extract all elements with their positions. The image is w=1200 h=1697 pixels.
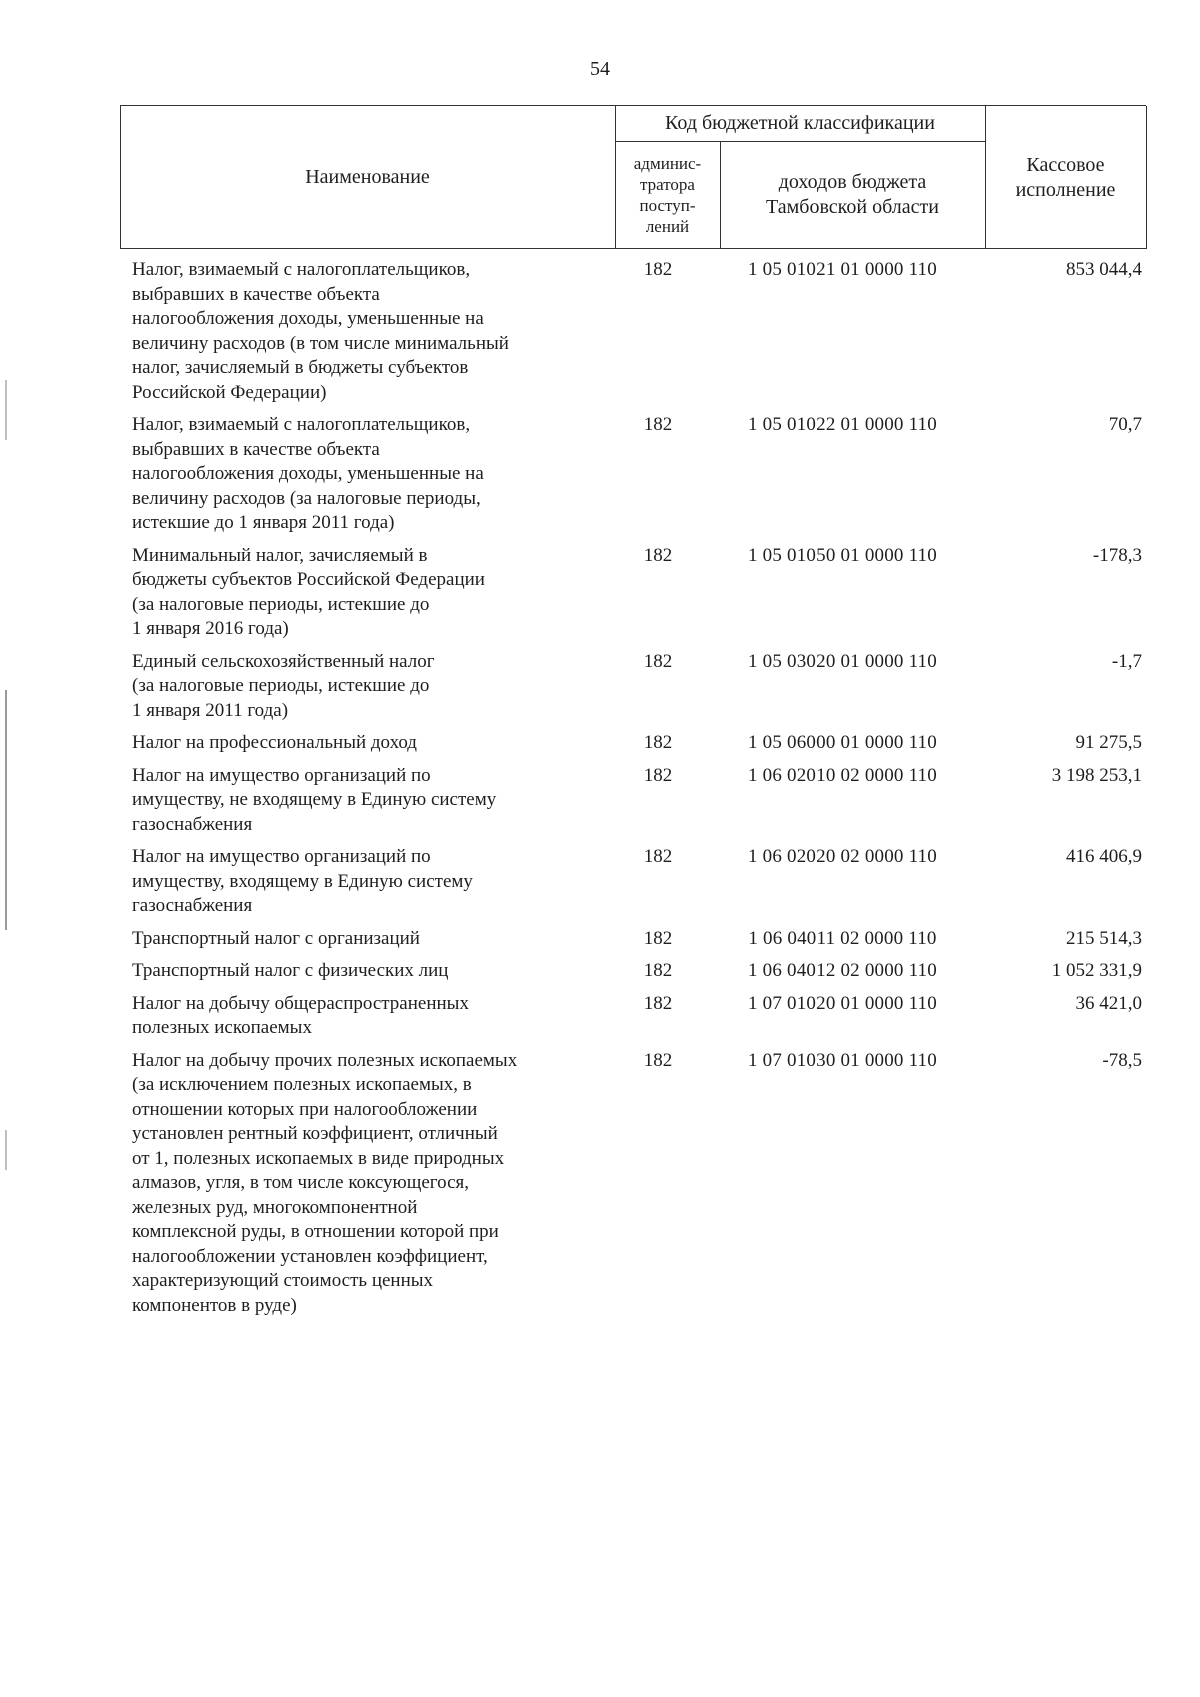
row-amount: 416 406,9 <box>1066 846 1142 867</box>
row-administrator-code: 182 <box>643 960 673 981</box>
scan-artifact <box>5 690 7 930</box>
row-name: Налог на добычу прочих полезных ископаемых (за исключением полезных ископаемых, в отношении которых при налогообложении установлен рентный коэффициент, отличный от 1, полезных ископаемых в виде природных алмазов, угля, в том числе коксующегося, железных руд, многокомпонентной комплексной руды, в отношении которой при налогообложении установлен коэффициент, характеризующий стоимость ценных компонентов в руде) <box>132 1049 518 1316</box>
row-amount: -78,5 <box>1102 1049 1142 1071</box>
table-row <box>132 764 1142 838</box>
row-amount: 853 044,4 <box>1066 259 1142 280</box>
table-row <box>132 258 1142 405</box>
table-header <box>120 105 1146 249</box>
row-name: Минимальный налог, зачисляемый в бюджеты субъектов Российской Федерации (за налоговые периоды, истекшие до 1 января 2016 года) <box>132 544 485 639</box>
row-name: Налог на добычу общераспространенных полезных ископаемых <box>132 992 469 1038</box>
table-row <box>132 992 1142 1041</box>
table-row <box>132 1049 1142 1319</box>
row-classification-code: 1 06 04012 02 0000 110 <box>748 960 937 981</box>
border <box>1146 106 1147 249</box>
row-amount: 1 052 331,9 <box>1051 960 1142 981</box>
table-row <box>132 544 1142 642</box>
row-classification-code: 1 05 01022 01 0000 110 <box>748 414 937 435</box>
row-administrator-code: 182 <box>643 764 673 786</box>
row-administrator-code: 182 <box>643 650 673 672</box>
row-name: Единый сельскохозяйственный налог (за налоговые периоды, истекшие до 1 января 2011 года) <box>132 650 435 721</box>
row-classification-code: 1 07 01020 01 0000 110 <box>748 992 937 1014</box>
header-code-group: Код бюджетной классификации <box>665 112 935 134</box>
row-classification-code: 1 06 04011 02 0000 110 <box>748 927 937 949</box>
row-amount: 36 421,0 <box>1075 992 1142 1014</box>
header-name: Наименование <box>305 166 430 188</box>
row-administrator-code: 182 <box>643 544 673 566</box>
row-name: Налог, взимаемый с налогоплательщиков, выбравших в качестве объекта налогообложения доходы, уменьшенные на величину расходов (в том числе минимальный налог, зачисляемый в бюджеты субъектов Российской Федерации) <box>132 259 509 403</box>
row-name: Налог на имущество организаций по имуществу, входящему в Единую систему газоснабжения <box>132 846 473 916</box>
table-row <box>132 959 1142 984</box>
row-administrator-code: 182 <box>643 992 673 1014</box>
table-row <box>132 845 1142 919</box>
row-administrator-code: 182 <box>643 414 673 435</box>
row-amount: 215 514,3 <box>1066 927 1142 949</box>
row-administrator-code: 182 <box>643 927 673 949</box>
row-classification-code: 1 05 06000 01 0000 110 <box>748 732 937 753</box>
table-row <box>132 731 1142 756</box>
row-classification-code: 1 05 03020 01 0000 110 <box>748 650 937 672</box>
page-number: 54 <box>590 58 610 80</box>
scan-artifact <box>5 1130 7 1170</box>
row-classification-code: 1 05 01050 01 0000 110 <box>748 544 937 566</box>
row-classification-code: 1 05 01021 01 0000 110 <box>748 259 937 280</box>
row-name: Налог на профессиональный доход <box>132 732 417 753</box>
header-administrator: админис- тратора поступ- лений <box>633 153 702 237</box>
row-administrator-code: 182 <box>643 259 673 280</box>
table-body <box>132 258 1142 1326</box>
header-execution: Кассовое исполнение <box>1015 153 1116 201</box>
row-classification-code: 1 07 01030 01 0000 110 <box>748 1049 937 1071</box>
row-name: Налог, взимаемый с налогоплательщиков, выбравших в качестве объекта налогообложения доходы, уменьшенные на величину расходов (за налоговые периоды, истекшие до 1 января 2011 года) <box>132 414 484 533</box>
row-administrator-code: 182 <box>643 1049 673 1071</box>
row-administrator-code: 182 <box>643 732 673 753</box>
row-classification-code: 1 06 02020 02 0000 110 <box>748 846 937 867</box>
table-row <box>132 650 1142 724</box>
row-name: Налог на имущество организаций по имуществу, не входящему в Единую систему газоснабжения <box>132 764 497 835</box>
header-income-code: доходов бюджета Тамбовской области <box>766 171 939 218</box>
row-name: Транспортный налог с организаций <box>132 927 420 949</box>
row-amount: 3 198 253,1 <box>1051 764 1142 786</box>
row-classification-code: 1 06 02010 02 0000 110 <box>748 764 937 786</box>
row-name: Транспортный налог с физических лиц <box>132 960 449 981</box>
scan-artifact <box>5 380 7 440</box>
table-row <box>132 413 1142 536</box>
row-amount: 91 275,5 <box>1075 732 1142 753</box>
table-row <box>132 927 1142 952</box>
row-amount: 70,7 <box>1108 414 1142 435</box>
row-administrator-code: 182 <box>643 846 673 867</box>
row-amount: -1,7 <box>1111 650 1142 672</box>
row-amount: -178,3 <box>1092 544 1142 566</box>
